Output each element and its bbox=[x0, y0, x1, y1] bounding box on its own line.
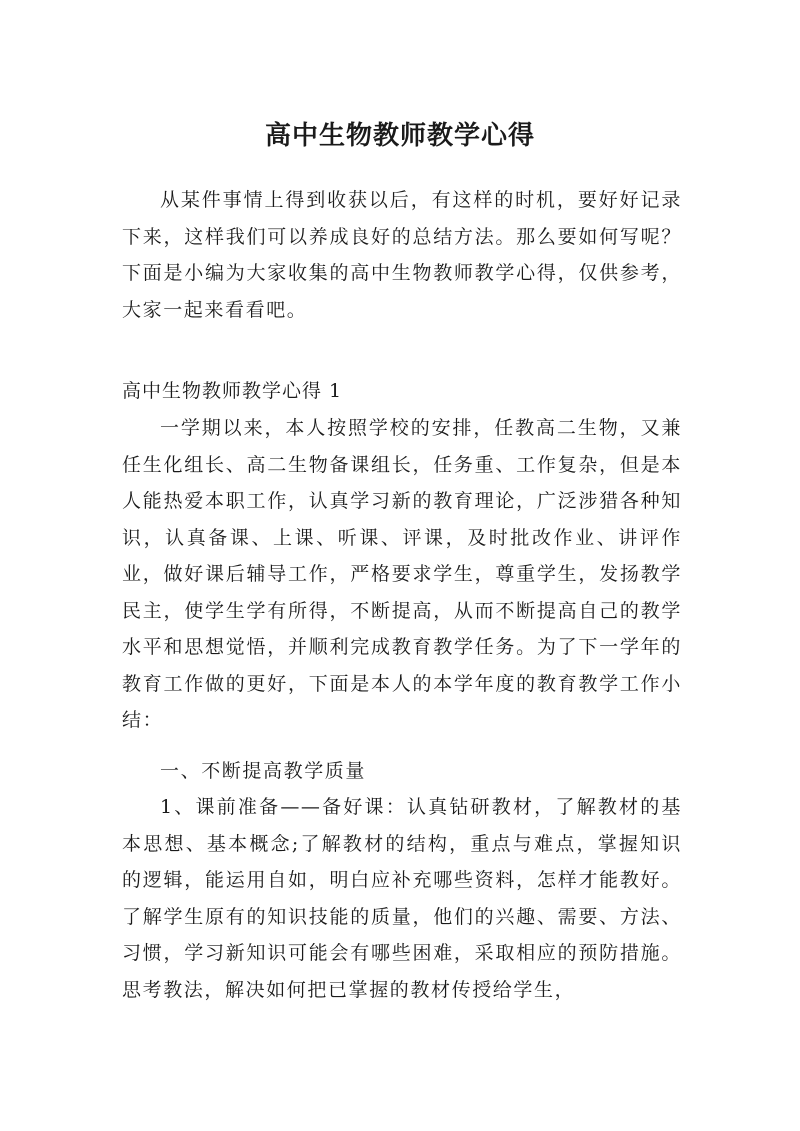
section-heading-1: 一、不断提高教学质量 bbox=[160, 760, 367, 782]
document-title: 高中生物教师教学心得 bbox=[264, 121, 535, 152]
intro-paragraph: 从某件事情上得到收获以后，有这样的时机，要好好记录下来，这样我们可以养成良好的总结方法。那么要如何写呢？下面是小编为大家收集的高中生物教师教学心得，仅供参考，大家一起来看看吧。 bbox=[122, 189, 682, 321]
body-paragraph-1: 一学期以来，本人按照学校的安排，任教高二生物，又兼任生化组长、高二生物备课组长，任务重、工作复杂，但是本人能热爱本职工作，认真学习新的教育理论，广泛涉猎各种知识，认真备课、上课、听课、评课，及时批改作业、讲评作业，做好课后辅导工作，严格要求学生，尊重学生，发扬教学民主，使学生学有所得，不断提高，从而不断提高自己的教学水平和思想觉悟，并顺利完成教育教学任务。为了下一学年的教育工作做的更好，下面是本人的本学年度的教育教学工作小结： bbox=[122, 417, 682, 731]
body-paragraph-2: 1、课前准备——备好课：认真钻研教材，了解教材的基本思想、基本概念;了解教材的结构，重点与难点，掌握知识的逻辑，能运用自如，明白应补充哪些资料，怎样才能教好。了解学生原有的知识技能的质量，他们的兴趣、需要、方法、习惯，学习新知识可能会有哪些困难，采取相应的预防措施。思考教法，解决如何把已掌握的教材传授给学生， bbox=[122, 796, 682, 1001]
section-title: 高中生物教师教学心得 1 bbox=[122, 380, 343, 402]
